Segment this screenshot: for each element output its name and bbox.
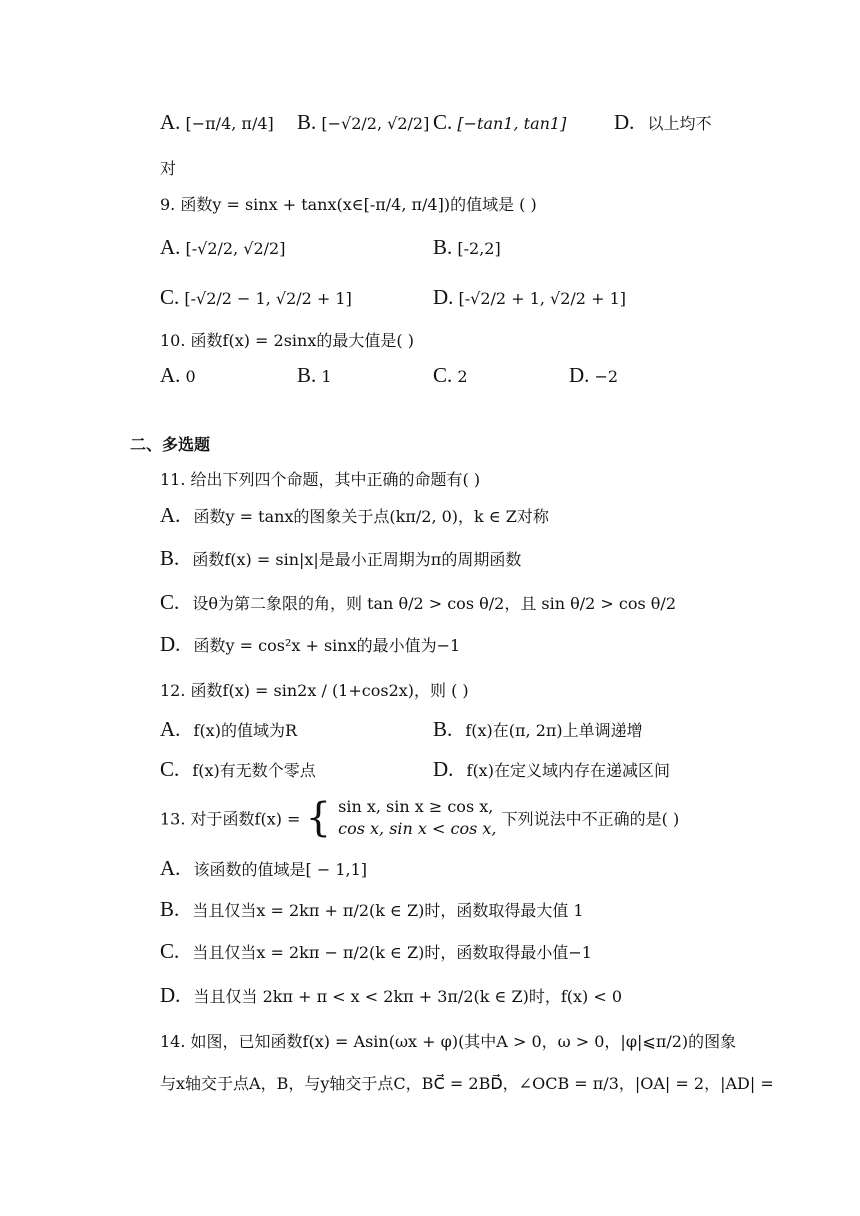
q12-option-c (160, 757, 316, 782)
option-letter: D. (433, 757, 454, 781)
option-letter: D. (433, 285, 454, 309)
q12-option-d (433, 757, 670, 782)
option-letter: D. (160, 983, 181, 1007)
option-letter: A. (160, 856, 181, 880)
option-text: 当且仅当x = 2kπ + π/2(k ∈ Z)时，函数取得最大值 1 (192, 901, 584, 920)
option-text: 函数f(x) = sin|x|是最小正周期为π的周期函数 (192, 550, 522, 569)
q14-line-2: 与x轴交于点A，B，与y轴交于点C，BC⃗ = 2BD⃗，∠OCB = π/3，|OA| = 2，|AD| = (160, 1074, 774, 1093)
q8-option-d (614, 110, 712, 135)
option-letter: A. (160, 110, 181, 134)
q10-option-b (297, 363, 332, 388)
option-letter: C. (160, 285, 180, 309)
option-letter: A. (160, 363, 181, 387)
q8-option-c (433, 110, 566, 135)
q13-option-a (160, 856, 367, 881)
q8-option-d-continued: 对 (160, 159, 177, 178)
option-text: 1 (321, 367, 332, 386)
option-letter: B. (160, 546, 180, 570)
q9-option-a (160, 235, 285, 260)
q11-option-d (160, 632, 460, 657)
q13-case-1: sin x, sin x ≥ cos x, (338, 797, 494, 816)
option-letter: B. (160, 897, 180, 921)
option-text: [−√2/2, √2/2] (321, 114, 430, 133)
option-text: f(x)在(π, 2π)上单调递增 (465, 721, 643, 740)
option-letter: C. (160, 757, 180, 781)
option-text: f(x)的值域为R (193, 721, 297, 740)
option-text: 以上均不 (647, 114, 712, 133)
q10-option-a (160, 363, 196, 388)
option-text: 该函数的值域是[ − 1,1] (193, 860, 368, 879)
option-letter: A. (160, 235, 181, 259)
option-letter: B. (297, 363, 317, 387)
q11-option-b (160, 546, 521, 571)
option-letter: B. (433, 717, 453, 741)
option-text: 当且仅当 2kπ + π < x < 2kπ + 3π/2(k ∈ Z)时，f(x) < 0 (193, 987, 623, 1006)
q10-stem: 10. 函数f(x) = 2sinx的最大值是( ) (160, 331, 414, 350)
option-text: 0 (185, 367, 196, 386)
option-letter: D. (160, 632, 181, 656)
q13-option-b (160, 897, 584, 922)
q12-option-a (160, 717, 297, 742)
q9-option-b (433, 235, 501, 260)
section-heading: 二、多选题 (130, 435, 211, 454)
q13-case-2: cos x, sin x < cos x, (338, 819, 497, 838)
q13-option-d (160, 983, 622, 1008)
option-text: [-√2/2, √2/2] (185, 239, 286, 258)
option-letter: B. (433, 235, 453, 259)
option-letter: B. (297, 110, 317, 134)
q10-option-d (569, 363, 618, 388)
option-text: [-√2/2 − 1, √2/2 + 1] (184, 289, 352, 308)
option-text: f(x)在定义域内存在递减区间 (466, 761, 670, 780)
option-letter: C. (433, 363, 453, 387)
option-text: 函数y = cos²x + sinx的最小值为−1 (193, 636, 461, 655)
q10-option-c (433, 363, 468, 388)
option-text: 设θ为第二象限的角，则 tan θ/2 > cos θ/2，且 sin θ/2 > cos θ/2 (192, 594, 676, 613)
option-letter: D. (569, 363, 590, 387)
q11-option-c (160, 590, 676, 615)
option-text: [−tan1, tan1] (457, 114, 567, 133)
option-text: 当且仅当x = 2kπ − π/2(k ∈ Z)时，函数取得最小值−1 (192, 943, 592, 962)
q13-stem (160, 796, 679, 840)
q8-option-a (160, 110, 274, 135)
option-letter: A. (160, 503, 181, 527)
option-text: [-√2/2 + 1, √2/2 + 1] (458, 289, 626, 308)
q13-piecewise (338, 796, 496, 840)
q13-option-c (160, 939, 592, 964)
option-text: f(x)有无数个零点 (192, 761, 316, 780)
option-text: −2 (594, 367, 619, 386)
q9-option-d (433, 285, 626, 310)
q14-line-1: 14. 如图，已知函数f(x) = Asin(ωx + φ)(其中A > 0，ω > 0，|φ|⩽π/2)的图象 (160, 1032, 737, 1051)
option-text: 函数y = tanx的图象关于点(kπ/2, 0)，k ∈ Z对称 (193, 507, 549, 526)
q13-stem-suffix: 下列说法中不正确的是( ) (501, 809, 680, 829)
q9-option-c (160, 285, 352, 310)
option-letter: A. (160, 717, 181, 741)
q9-stem: 9. 函数y = sinx + tanx(x∈[-π/4, π/4])的值域是 ( ) (160, 195, 537, 214)
q13-stem-prefix: 13. 对于函数f(x) = (160, 809, 301, 829)
q12-option-b (433, 717, 643, 742)
option-letter: C. (160, 939, 180, 963)
option-letter: C. (433, 110, 453, 134)
q12-stem: 12. 函数f(x) = sin2x / (1+cos2x)，则 ( ) (160, 681, 469, 700)
q11-stem: 11. 给出下列四个命题，其中正确的命题有( ) (160, 470, 481, 489)
option-text: [-2,2] (457, 239, 501, 258)
option-letter: D. (614, 110, 635, 134)
option-letter: C. (160, 590, 180, 614)
q11-option-a (160, 503, 549, 528)
option-text: [−π/4, π/4] (185, 114, 274, 133)
brace-icon: { (305, 795, 332, 841)
q8-option-b (297, 110, 429, 135)
option-text: 2 (457, 367, 468, 386)
